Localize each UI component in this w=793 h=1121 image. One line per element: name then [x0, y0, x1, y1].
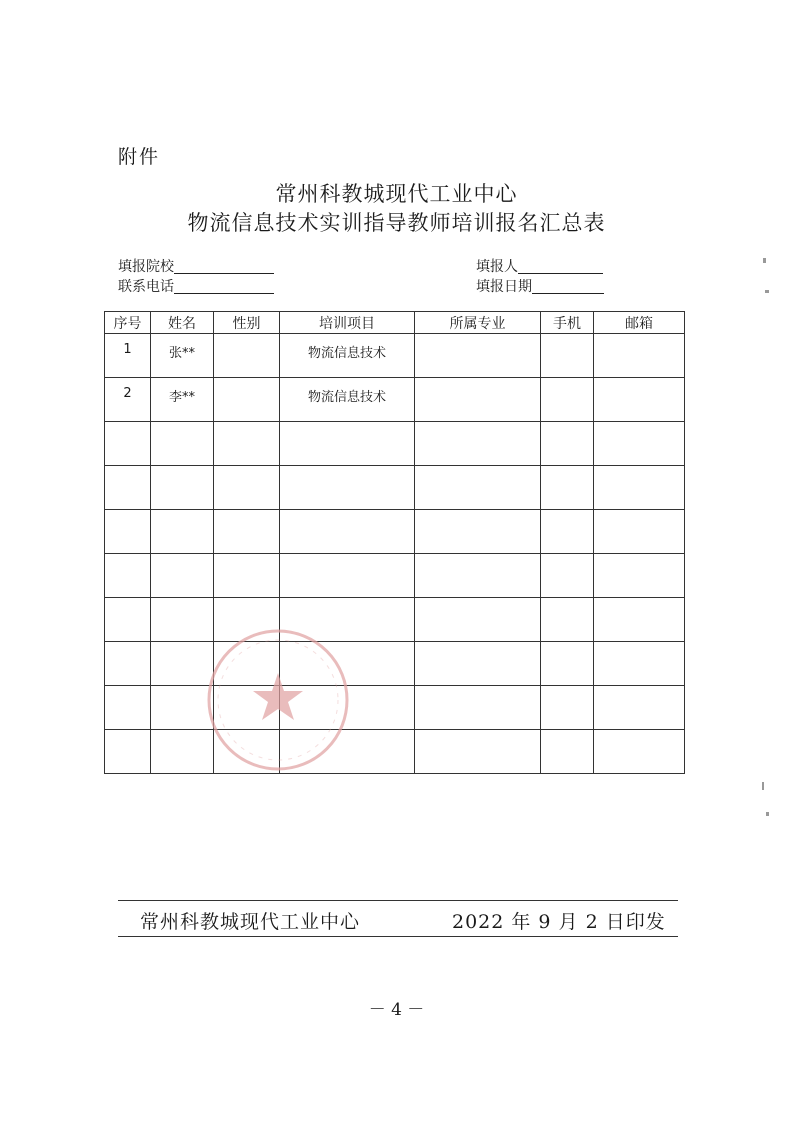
table-row: [105, 378, 685, 422]
phone-label: 联系电话: [118, 279, 174, 295]
footer-bottom-rule: [118, 936, 678, 937]
cell-gender: [214, 510, 280, 554]
cell-project: 物流信息技术: [280, 334, 415, 378]
cell-project: [280, 466, 415, 510]
cell-major: [415, 598, 541, 642]
cell-major: [415, 334, 541, 378]
header-name: 姓名: [151, 312, 214, 334]
cell-mobile: [541, 510, 594, 554]
cell-email: [594, 686, 685, 730]
cell-index: [105, 642, 151, 686]
footer-top-rule: [118, 900, 678, 901]
cell-email: [594, 730, 685, 774]
cell-gender: [214, 466, 280, 510]
page-number: － 4 －: [368, 1000, 425, 1020]
table-row: [105, 730, 685, 774]
cell-major: [415, 422, 541, 466]
cell-index: 2: [105, 378, 151, 422]
table-row: [105, 334, 685, 378]
cell-email: [594, 334, 685, 378]
table-row: [105, 642, 685, 686]
cell-project: [280, 422, 415, 466]
cell-email: [594, 642, 685, 686]
scan-speck: [765, 290, 769, 293]
cell-mobile: [541, 378, 594, 422]
cell-index: [105, 598, 151, 642]
cell-name: [151, 466, 214, 510]
cell-mobile: [541, 466, 594, 510]
cell-gender: [214, 422, 280, 466]
cell-mobile: [541, 730, 594, 774]
header-mobile: 手机: [541, 312, 594, 334]
cell-mobile: [541, 686, 594, 730]
footer-issue-date: 2022 年 9 月 2 日印发: [452, 911, 666, 933]
footer-issuer: 常州科教城现代工业中心: [140, 911, 361, 933]
cell-email: [594, 510, 685, 554]
cell-mobile: [541, 642, 594, 686]
title-line-2: 物流信息技术实训指导教师培训报名汇总表: [187, 211, 606, 235]
cell-email: [594, 378, 685, 422]
cell-email: [594, 466, 685, 510]
cell-index: [105, 422, 151, 466]
school-label: 填报院校: [118, 259, 174, 275]
scan-speck: [762, 782, 764, 790]
reporter-blank: [518, 259, 603, 274]
cell-major: [415, 466, 541, 510]
date-label: 填报日期: [476, 279, 532, 295]
phone-blank: [174, 279, 274, 294]
date-blank: [532, 279, 604, 294]
cell-mobile: [541, 554, 594, 598]
cell-email: [594, 554, 685, 598]
attachment-label: 附件: [118, 146, 161, 168]
cell-index: [105, 730, 151, 774]
cell-major: [415, 554, 541, 598]
cell-major: [415, 730, 541, 774]
cell-name: [151, 554, 214, 598]
cell-index: [105, 686, 151, 730]
cell-name: 李**: [151, 378, 214, 422]
header-project: 培训项目: [280, 312, 415, 334]
table-row: [105, 686, 685, 730]
header-index: 序号: [105, 312, 151, 334]
table-row: [105, 554, 685, 598]
cell-mobile: [541, 334, 594, 378]
cell-major: [415, 686, 541, 730]
official-seal-icon: [203, 625, 353, 775]
header-gender: 性别: [214, 312, 280, 334]
cell-index: 1: [105, 334, 151, 378]
scan-speck: [763, 258, 766, 263]
date-field: [476, 276, 604, 296]
reporter-field: [476, 256, 603, 276]
cell-mobile: [541, 422, 594, 466]
table-header-row: [105, 312, 685, 334]
cell-gender: [214, 378, 280, 422]
cell-gender: [214, 334, 280, 378]
school-blank: [174, 259, 274, 274]
school-field: [118, 256, 274, 276]
cell-email: [594, 598, 685, 642]
cell-name: [151, 422, 214, 466]
header-major: 所属专业: [415, 312, 541, 334]
cell-project: 物流信息技术: [280, 378, 415, 422]
cell-gender: [214, 554, 280, 598]
table-row: [105, 466, 685, 510]
header-email: 邮箱: [594, 312, 685, 334]
reporter-label: 填报人: [476, 259, 518, 275]
cell-name: 张**: [151, 334, 214, 378]
cell-index: [105, 466, 151, 510]
cell-email: [594, 422, 685, 466]
cell-major: [415, 378, 541, 422]
cell-index: [105, 554, 151, 598]
cell-major: [415, 510, 541, 554]
cell-major: [415, 642, 541, 686]
table-row: [105, 422, 685, 466]
scan-speck: [766, 812, 769, 816]
cell-name: [151, 510, 214, 554]
cell-index: [105, 510, 151, 554]
table-row: [105, 510, 685, 554]
table-row: [105, 598, 685, 642]
registration-table: [104, 311, 685, 774]
cell-project: [280, 554, 415, 598]
title-line-1: 常州科教城现代工业中心: [275, 182, 518, 206]
cell-mobile: [541, 598, 594, 642]
phone-field: [118, 276, 274, 296]
cell-project: [280, 510, 415, 554]
